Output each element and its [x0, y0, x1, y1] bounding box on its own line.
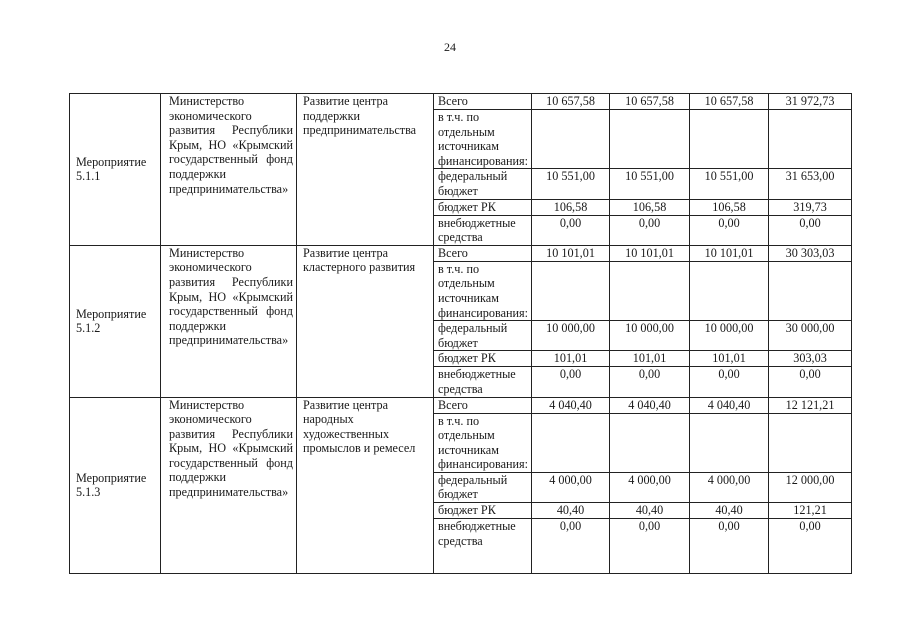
amount-cell: 106,58: [690, 199, 769, 215]
source-label-cell: внебюджетные средства: [434, 519, 532, 574]
source-label-cell: внебюджетные средства: [434, 367, 532, 397]
amount-cell: 10 000,00: [532, 321, 610, 351]
amount-cell: 106,58: [532, 199, 610, 215]
activity-cell: Развитие центра поддержки предпринимательства: [297, 94, 434, 246]
amount-cell: 4 040,40: [532, 397, 610, 413]
amount-cell: 30 000,00: [769, 321, 852, 351]
amount-cell: 40,40: [532, 503, 610, 519]
amount-cell: [690, 110, 769, 169]
table-row: [70, 94, 852, 110]
amount-cell: 0,00: [610, 519, 690, 574]
amount-cell: [532, 261, 610, 320]
amount-cell: 0,00: [690, 519, 769, 574]
executor-cell: Министерство экономического развития Республики Крым, НО «Крымский государственный фонд поддержки предпринимательства»: [161, 94, 297, 246]
amount-cell: 319,73: [769, 199, 852, 215]
page-number: 24: [444, 40, 456, 54]
measure-cell: Мероприятие 5.1.3: [70, 397, 161, 574]
amount-cell: 0,00: [532, 519, 610, 574]
amount-cell: 40,40: [610, 503, 690, 519]
amount-cell: 101,01: [532, 351, 610, 367]
amount-cell: 10 551,00: [610, 169, 690, 199]
amount-cell: 0,00: [610, 367, 690, 397]
amount-cell: [532, 110, 610, 169]
amount-cell: [610, 413, 690, 472]
executor-cell: Министерство экономического развития Республики Крым, НО «Крымский государственный фонд поддержки предпринимательства»: [161, 245, 297, 397]
amount-cell: 10 101,01: [532, 245, 610, 261]
amount-cell: 4 040,40: [610, 397, 690, 413]
amount-cell: 0,00: [769, 519, 852, 574]
amount-cell: 0,00: [690, 215, 769, 245]
amount-cell: 12 121,21: [769, 397, 852, 413]
amount-cell: 0,00: [532, 367, 610, 397]
source-label-cell: в т.ч. по отдельным источникам финансирования:: [434, 110, 532, 169]
source-label-cell: федеральный бюджет: [434, 169, 532, 199]
amount-cell: 0,00: [532, 215, 610, 245]
amount-cell: 10 657,58: [532, 94, 610, 110]
activity-cell: Развитие центра народных художественных промыслов и ремесел: [297, 397, 434, 574]
source-label-cell: бюджет РК: [434, 199, 532, 215]
amount-cell: [769, 110, 852, 169]
table-row: [70, 245, 852, 261]
amount-cell: 10 101,01: [610, 245, 690, 261]
activity-cell: Развитие центра кластерного развития: [297, 245, 434, 397]
executor-cell: Министерство экономического развития Республики Крым, НО «Крымский государственный фонд поддержки предпринимательства»: [161, 397, 297, 574]
amount-cell: [610, 261, 690, 320]
source-label-cell: бюджет РК: [434, 503, 532, 519]
source-label-cell: Всего: [434, 245, 532, 261]
amount-cell: 0,00: [690, 367, 769, 397]
source-label-cell: Всего: [434, 397, 532, 413]
amount-cell: 101,01: [690, 351, 769, 367]
source-label-cell: федеральный бюджет: [434, 321, 532, 351]
measure-cell: Мероприятие 5.1.1: [70, 94, 161, 246]
amount-cell: 4 000,00: [532, 472, 610, 502]
amount-cell: [769, 261, 852, 320]
amount-cell: [610, 110, 690, 169]
source-label-cell: федеральный бюджет: [434, 472, 532, 502]
amount-cell: 303,03: [769, 351, 852, 367]
amount-cell: 10 551,00: [532, 169, 610, 199]
amount-cell: 0,00: [769, 367, 852, 397]
amount-cell: 40,40: [690, 503, 769, 519]
source-label-cell: бюджет РК: [434, 351, 532, 367]
amount-cell: 0,00: [610, 215, 690, 245]
amount-cell: 106,58: [610, 199, 690, 215]
amount-cell: 10 000,00: [690, 321, 769, 351]
source-label-cell: в т.ч. по отдельным источникам финансирования:: [434, 413, 532, 472]
amount-cell: [690, 261, 769, 320]
table-row: [70, 397, 852, 413]
amount-cell: 10 657,58: [610, 94, 690, 110]
measure-cell: Мероприятие 5.1.2: [70, 245, 161, 397]
amount-cell: 4 040,40: [690, 397, 769, 413]
source-label-cell: внебюджетные средства: [434, 215, 532, 245]
amount-cell: 4 000,00: [610, 472, 690, 502]
amount-cell: 31 972,73: [769, 94, 852, 110]
amount-cell: 10 657,58: [690, 94, 769, 110]
amount-cell: 4 000,00: [690, 472, 769, 502]
amount-cell: 101,01: [610, 351, 690, 367]
amount-cell: [690, 413, 769, 472]
amount-cell: 0,00: [769, 215, 852, 245]
amount-cell: 10 551,00: [690, 169, 769, 199]
amount-cell: 12 000,00: [769, 472, 852, 502]
amount-cell: 10 000,00: [610, 321, 690, 351]
amount-cell: [769, 413, 852, 472]
funding-table: [69, 93, 852, 574]
amount-cell: 10 101,01: [690, 245, 769, 261]
amount-cell: 31 653,00: [769, 169, 852, 199]
amount-cell: [532, 413, 610, 472]
amount-cell: 121,21: [769, 503, 852, 519]
source-label-cell: в т.ч. по отдельным источникам финансирования:: [434, 261, 532, 320]
amount-cell: 30 303,03: [769, 245, 852, 261]
source-label-cell: Всего: [434, 94, 532, 110]
